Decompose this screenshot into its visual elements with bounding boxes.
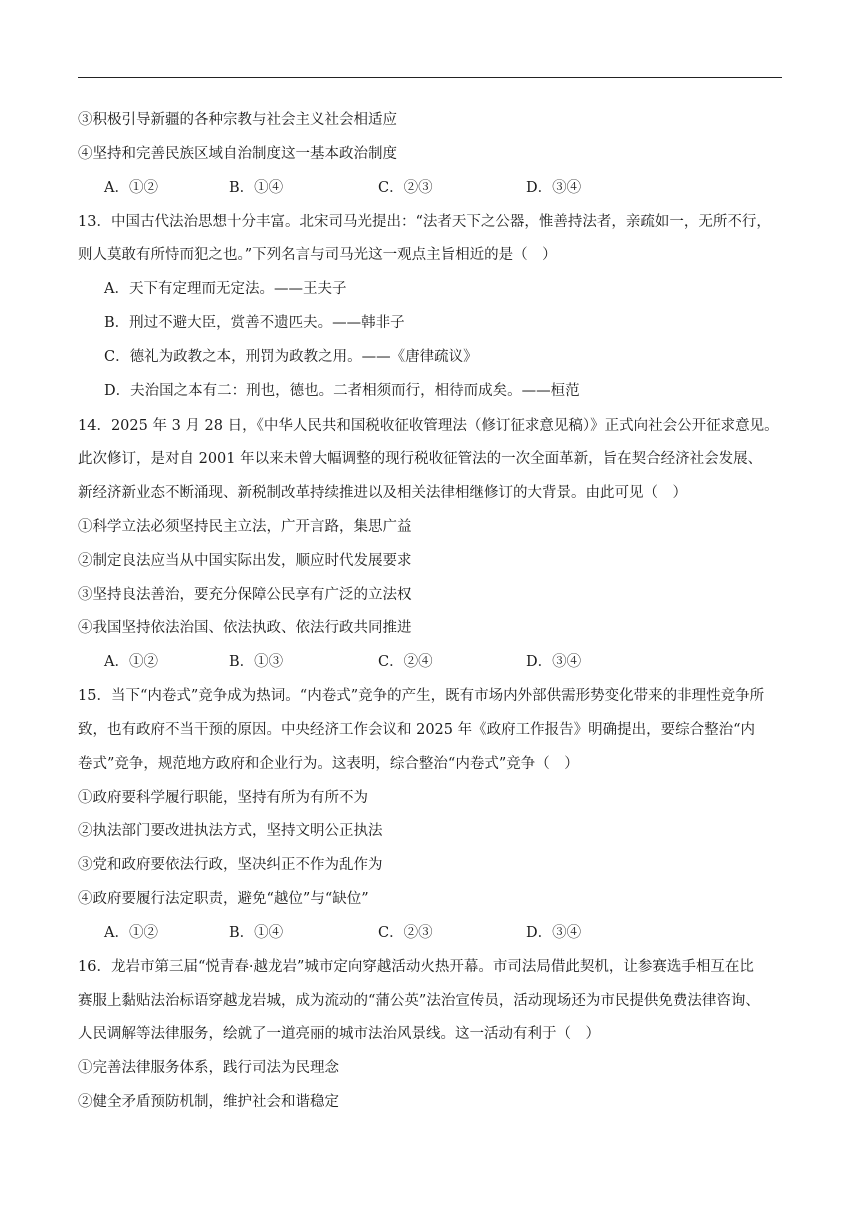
q14-choice-a: A．①② [104, 654, 158, 670]
q12-choices [104, 178, 704, 198]
q14-statement-2: ②制定良法应当从中国实际出发，顺应时代发展要求 [78, 553, 412, 569]
q15-stem-line-2: 致，也有政府不当干预的原因。中央经济工作会议和 2025 年《政府工作报告》明确提出，要综合整治“内 [78, 722, 756, 738]
q16-statement-2: ②健全矛盾预防机制，维护社会和谐稳定 [78, 1094, 339, 1110]
q12-statement-3: ③积极引导新疆的各种宗教与社会主义社会相适应 [78, 112, 397, 128]
q15-statement-2: ②执法部门要改进执法方式，坚持文明公正执法 [78, 823, 383, 839]
q15-choice-c: C．②③ [378, 925, 433, 941]
q15-choice-d: D．③④ [526, 925, 582, 941]
q14-statement-1: ①科学立法必须坚持民主立法，广开言路，集思广益 [78, 519, 412, 535]
q16-stem-line-1: 16．龙岩市第三届“悦青春·越龙岩”城市定向穿越活动火热开幕。市司法局借此契机，让参赛选手相互在比 [78, 959, 754, 975]
q12-choice-b: B．①④ [229, 180, 284, 196]
header-rule [78, 77, 782, 78]
q14-choice-d: D．③④ [526, 654, 582, 670]
q12-choice-c: C．②③ [378, 180, 433, 196]
q13-option-c: C．德礼为政教之本，刑罚为政教之用。——《唐律疏议》 [104, 349, 478, 365]
q14-stem-line-3: 新经济新业态不断涌现、新税制改革持续推进以及相关法律相继修订的大背景。由此可见（ ） [78, 485, 687, 501]
q14-stem-line-2: 此次修订，是对自 2001 年以来未曾大幅调整的现行税收征管法的一次全面革新，旨在契合经济社会发展、 [78, 451, 763, 467]
q15-stem-line-3: 卷式”竞争，规范地方政府和企业行为。这表明，综合整治“内卷式”竞争（ ） [78, 756, 579, 772]
q15-stem-line-1: 15．当下“内卷式”竞争成为热词。“内卷式”竞争的产生，既有市场内外部供需形势变化带来的非理性竞争所 [78, 688, 765, 704]
q15-statement-3: ③党和政府要依法行政，坚决纠正不作为乱作为 [78, 857, 383, 873]
q14-choice-b: B．①③ [229, 654, 284, 670]
q15-choices [104, 923, 704, 943]
q13-option-d: D．夫治国之本有二：刑也，德也。二者相须而行，相待而成矣。——桓范 [104, 383, 580, 399]
q16-stem-line-3: 人民调解等法律服务，绘就了一道亮丽的城市法治风景线。这一活动有利于（ ） [78, 1026, 600, 1042]
q14-statement-3: ③坚持良法善治，要充分保障公民享有广泛的立法权 [78, 587, 412, 603]
q14-statement-4: ④我国坚持依法治国、依法执政、依法行政共同推进 [78, 620, 412, 636]
q12-choice-d: D．③④ [526, 180, 582, 196]
q15-choice-a: A．①② [104, 925, 158, 941]
q13-option-a: A．天下有定理而无定法。——王夫子 [104, 281, 347, 297]
q15-statement-1: ①政府要科学履行职能，坚持有所为有所不为 [78, 790, 368, 806]
q13-stem-line-2: 则人莫敢有所恃而犯之也。”下列名言与司马光这一观点主旨相近的是（ ） [78, 247, 557, 263]
q16-statement-1: ①完善法律服务体系，践行司法为民理念 [78, 1060, 339, 1076]
q14-choice-c: C．②④ [378, 654, 433, 670]
q16-stem-line-2: 赛服上黏贴法治标语穿越龙岩城，成为流动的“蒲公英”法治宣传员，活动现场还为市民提供免费法律咨询、 [78, 993, 760, 1009]
q14-choices [104, 652, 704, 672]
q12-statement-4: ④坚持和完善民族区域自治制度这一基本政治制度 [78, 146, 397, 162]
q13-stem-line-1: 13．中国古代法治思想十分丰富。北宋司马光提出：“法者天下之公器，惟善持法者，亲疏如一，无所不行， [78, 214, 771, 230]
q15-statement-4: ④政府要履行法定职责，避免“越位”与“缺位” [78, 891, 369, 907]
q15-choice-b: B．①④ [229, 925, 284, 941]
q14-stem-line-1: 14．2025 年 3 月 28 日，《中华人民共和国税收征收管理法（修订征求意见稿）》正式向社会公开征求意见。 [78, 418, 779, 434]
q13-option-b: B．刑过不避大臣，赏善不遗匹夫。——韩非子 [104, 315, 405, 331]
q12-choice-a: A．①② [104, 180, 158, 196]
